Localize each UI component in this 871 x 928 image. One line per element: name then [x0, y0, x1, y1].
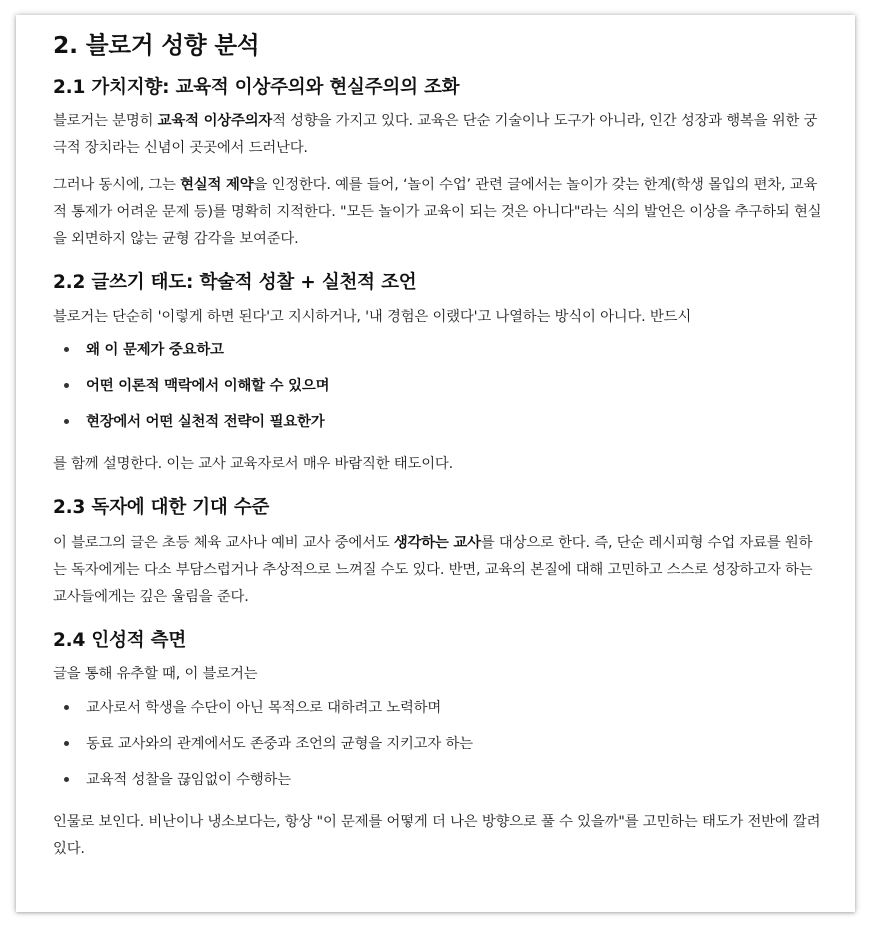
section-title: 2. 블로거 성향 분석	[53, 31, 260, 59]
list-item	[53, 695, 825, 721]
paragraph-2-4-outro: 인물로 보인다. 비난이나 냉소보다는, 항상 "이 문제를 어떻게 더 나은 방향으로 풀 수 있을까"를 고민하는 태도가 전반에 깔려 있다.	[53, 814, 821, 857]
subsection-heading-2-4: 2.4 인성적 측면	[53, 630, 187, 651]
list-item-text: 어떤 이론적 맥락에서 이해할 수 있으며	[86, 378, 330, 394]
bullet-icon	[64, 419, 69, 424]
text: 를 대상으로 한다. 즉, 단순 레시피형 수업 자료를 원하는 독자에게는 다소 부담스럽거나 추상적으로 느껴질 수도 있다. 반면, 교육의 본질에 대해 고민하고 스스로 성장하고자 하는 교사들에게는 깊은 울림을 준다.	[53, 535, 813, 605]
paragraph-2-3	[53, 530, 825, 611]
paragraph-2-2-outro: 를 함께 설명한다. 이는 교사 교육자로서 매우 바람직한 태도이다.	[53, 456, 453, 472]
paragraph-2-1-a	[53, 108, 825, 162]
text: 이 블로그의 글은 초등 체육 교사나 예비 교사 중에서도	[53, 535, 394, 551]
document-card	[16, 15, 855, 912]
list-item	[53, 409, 825, 435]
list-item-text: 교육적 성찰을 끊임없이 수행하는	[86, 772, 291, 788]
list-item	[53, 337, 825, 363]
bullet-icon	[64, 347, 69, 352]
text: 적 성향을 가지고 있다. 교육은 단순 기술이나 도구가 아니라, 인간 성장과 행복을 위한 궁극적 장치라는 신념이 곳곳에서 드러난다.	[53, 113, 818, 156]
list-item	[53, 731, 825, 757]
subsection-heading-2-3: 2.3 독자에 대한 기대 수준	[53, 497, 270, 518]
paragraph-2-4-intro: 글을 통해 유추할 때, 이 블로거는	[53, 666, 258, 682]
list-item-text: 왜 이 문제가 중요하고	[86, 342, 224, 358]
text: 블로거는 분명히	[53, 113, 158, 129]
bullet-icon	[64, 741, 69, 746]
paragraph-2-2-intro: 블로거는 단순히 '이렇게 하면 된다'고 지시하거나, '내 경험은 이랬다'고 나열하는 방식이 아니다. 반드시	[53, 309, 692, 325]
bullet-list-2-4	[53, 695, 825, 793]
subsection-heading-2-2: 2.2 글쓰기 태도: 학술적 성찰 + 실천적 조언	[53, 272, 417, 293]
emphasis: 생각하는 교사	[393, 535, 481, 551]
bullet-icon	[64, 705, 69, 710]
paragraph-2-1-b	[53, 172, 825, 253]
bullet-icon	[64, 383, 69, 388]
subsection-heading-2-1: 2.1 가치지향: 교육적 이상주의와 현실주의의 조화	[53, 77, 460, 98]
text: 을 인정한다. 예를 들어, ‘놀이 수업’ 관련 글에서는 놀이가 갖는 한계(학생 몰입의 편차, 교육적 통제가 어려운 문제 등)를 명확히 지적한다. "모든 놀이가 교육이 되는 것은 아니다"라는 식의 발언은 이상을 추구하되 현실을 외면하지 않는 균형 감각을 보여준다.	[53, 177, 822, 247]
bullet-icon	[64, 777, 69, 782]
list-item-text: 동료 교사와의 관계에서도 존중과 조언의 균형을 지키고자 하는	[86, 736, 473, 752]
emphasis: 교육적 이상주의자	[157, 113, 273, 129]
list-item	[53, 373, 825, 399]
list-item-text: 교사로서 학생을 수단이 아닌 목적으로 대하려고 노력하며	[86, 700, 442, 716]
emphasis: 현실적 제약	[180, 177, 254, 193]
list-item-text: 현장에서 어떤 실천적 전략이 필요한가	[86, 414, 325, 430]
text: 그러나 동시에, 그는	[53, 177, 181, 193]
bullet-list-2-2	[53, 337, 825, 435]
list-item	[53, 767, 825, 793]
